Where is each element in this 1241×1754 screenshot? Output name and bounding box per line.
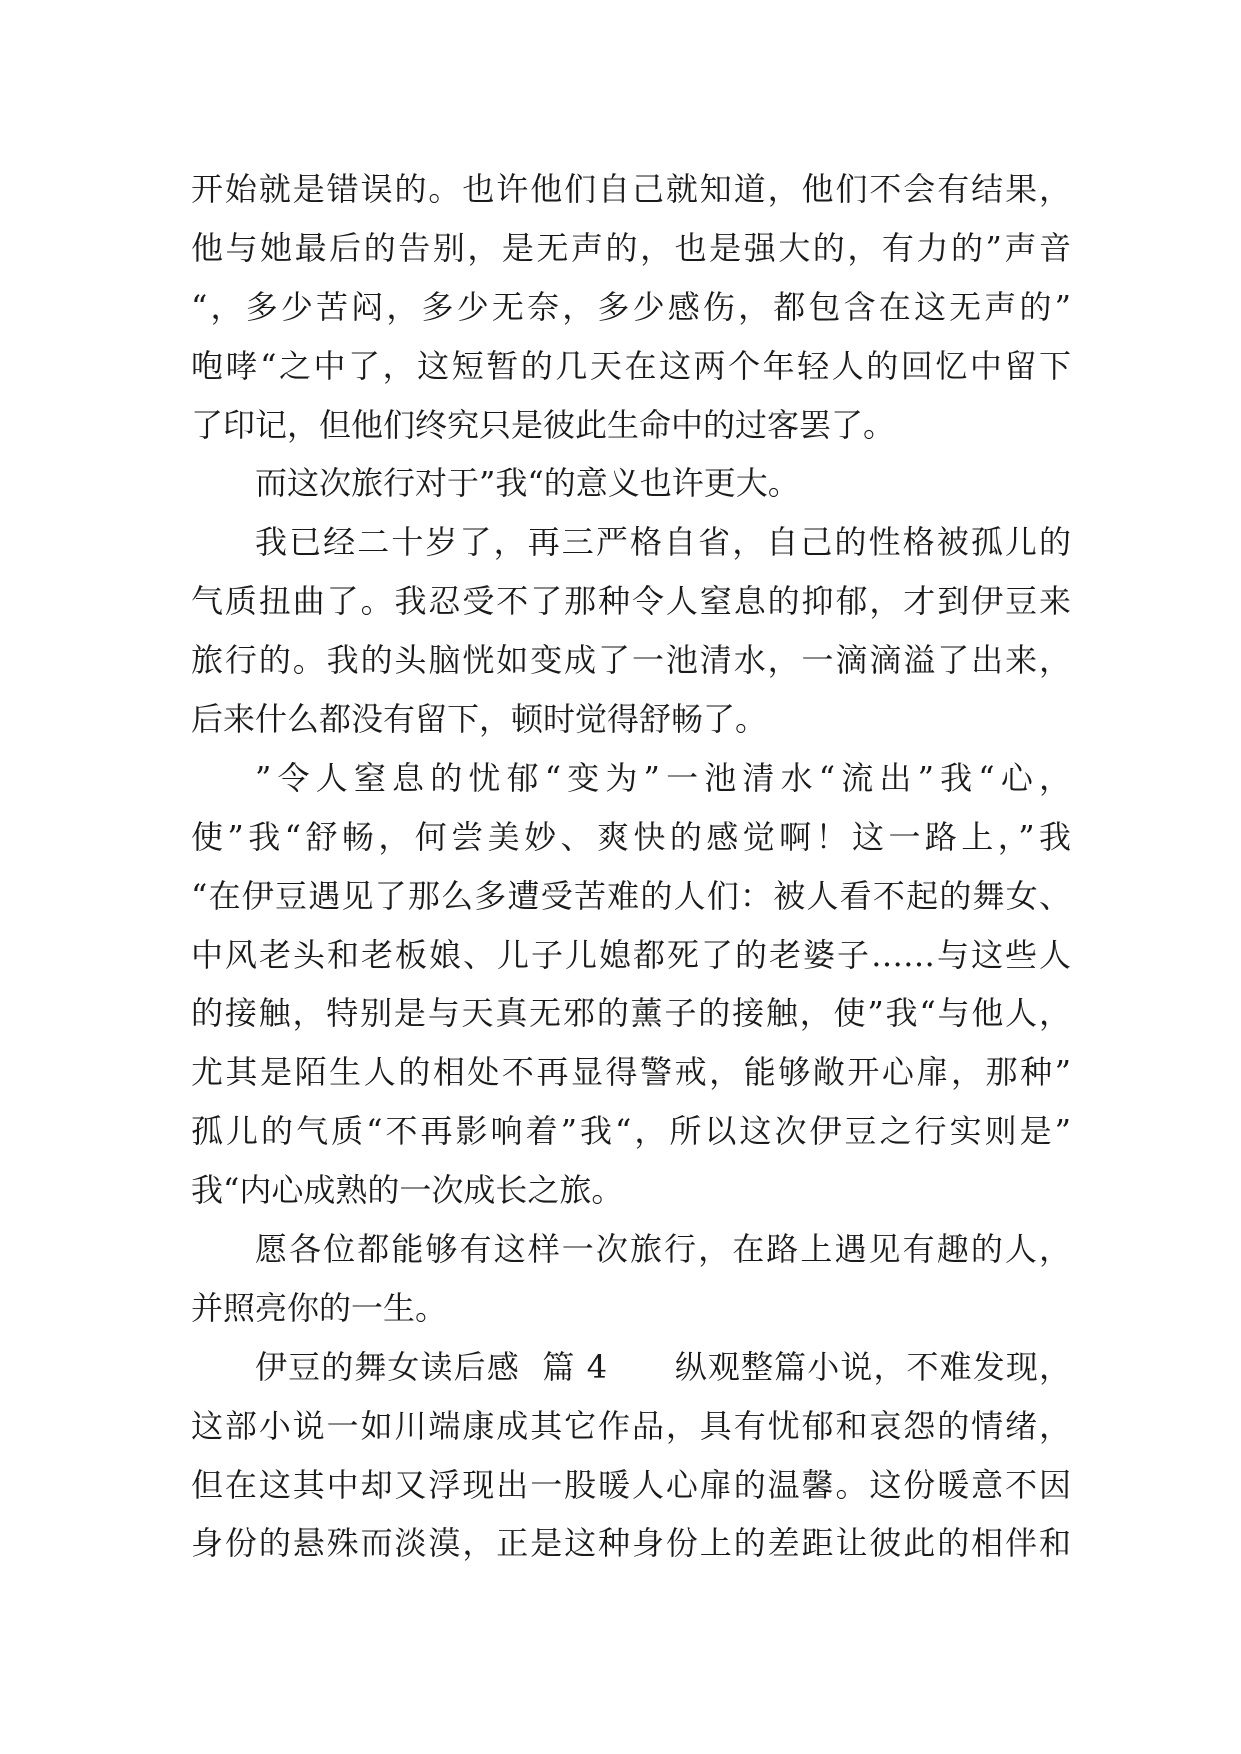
document-body xyxy=(191,160,1071,1573)
text-line: 他与她最后的告别，是无声的，也是强大的，有力的”声音 xyxy=(191,228,1071,267)
text-line: 孤儿的气质“不再影响着”我“，所以这次伊豆之行实则是” xyxy=(191,1112,1071,1151)
text-line: 开始就是错误的。也许他们自己就知道，他们不会有结果， xyxy=(191,170,1071,208)
text-line: 了印记，但他们终究只是彼此生命中的过客罢了。 xyxy=(191,405,896,444)
text-line: 使”我“舒畅，何尝美妙、爽快的感觉啊！这一路上，”我 xyxy=(191,817,1071,856)
text-line: 我“内心成熟的一次成长之旅。 xyxy=(191,1171,624,1210)
text-line: “在伊豆遇见了那么多遭受苦难的人们：被人看不起的舞女、 xyxy=(191,876,1071,915)
text-line: 身份的悬殊而淡漠，正是这种身份上的差距让彼此的相伴和 xyxy=(191,1524,1071,1563)
text-line: 中风老头和老板娘、儿子儿媳都死了的老婆子……与这些人 xyxy=(191,935,1071,974)
text-line: 咆哮“之中了，这短暂的几天在这两个年轻人的回忆中留下 xyxy=(191,346,1071,385)
text-line: “，多少苦闷，多少无奈，多少感伤，都包含在这无声的” xyxy=(191,287,1071,326)
text-line: 气质扭曲了。我忍受不了那种令人窒息的抑郁，才到伊豆来 xyxy=(191,582,1071,621)
text-line: 旅行的。我的头脑恍如变成了一池清水，一滴滴溢了出来， xyxy=(191,641,1071,680)
text-line: 并照亮你的一生。 xyxy=(191,1288,448,1327)
paragraph-first-line: 愿各位都能够有这样一次旅行，在路上遇见有趣的人， xyxy=(255,1230,1071,1269)
section-heading-line: 伊豆的舞女读后感 篇 4 纵观整篇小说，不难发现， xyxy=(255,1347,1071,1386)
paragraph-first-line: 而这次旅行对于”我“的意义也许更大。 xyxy=(255,464,800,503)
text-line: 尤其是陌生人的相处不再显得警戒，能够敞开心扉，那种” xyxy=(191,1053,1071,1092)
paragraph-first-line: ”令人窒息的忧郁“变为”一池清水“流出”我“心， xyxy=(255,758,1071,797)
text-line: 的接触，特别是与天真无邪的薰子的接触，使”我“与他人， xyxy=(191,994,1071,1033)
text-line: 这部小说一如川端康成其它作品，具有忧郁和哀怨的情绪， xyxy=(191,1406,1071,1445)
text-line: 后来什么都没有留下，顿时觉得舒畅了。 xyxy=(191,700,768,739)
paragraph-first-line: 我已经二十岁了，再三严格自省，自己的性格被孤儿的 xyxy=(255,523,1071,562)
text-line: 但在这其中却又浮现出一股暖人心扉的温馨。这份暖意不因 xyxy=(191,1465,1071,1504)
